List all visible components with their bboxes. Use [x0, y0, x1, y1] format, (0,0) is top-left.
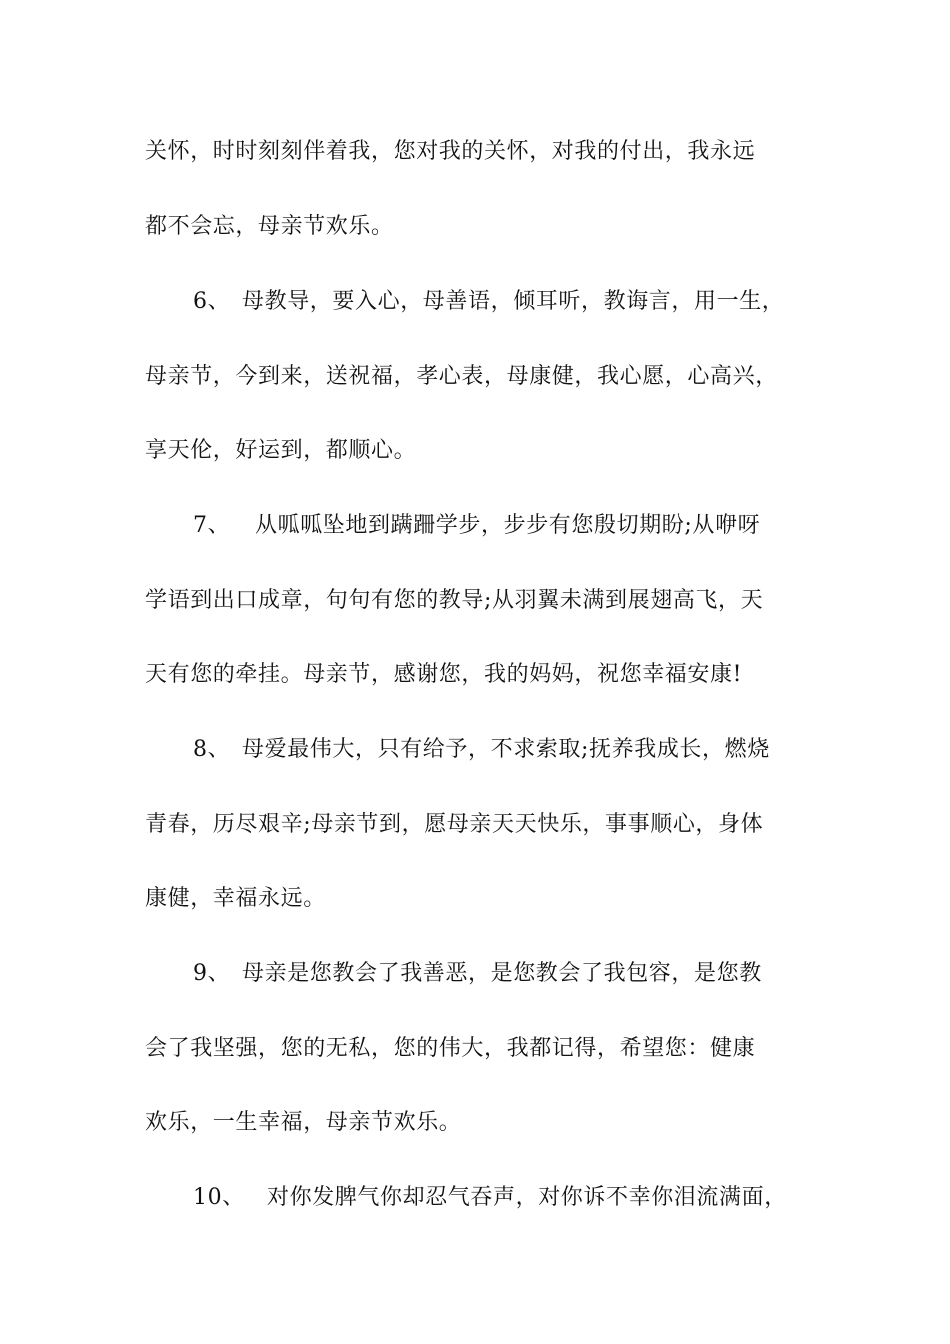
text-line: 母亲是您教会了我善恶，是您教会了我包容，是您教 — [242, 961, 762, 986]
list-number: 9、 — [193, 961, 231, 986]
text-line: 康健，幸福永远。 — [145, 886, 326, 911]
text-line: 都不会忘，母亲节欢乐。 — [145, 214, 394, 239]
text-line: 欢乐，一生幸福，母亲节欢乐。 — [145, 1110, 462, 1135]
text-line: 母亲节，今到来，送祝福，孝心表，母康健，我心愿，心高兴， — [145, 364, 778, 389]
text-line: 青春，历尽艰辛;母亲节到，愿母亲天天快乐，事事顺心，身体 — [145, 812, 764, 837]
text-line: 从呱呱坠地到蹒跚学步，步步有您殷切期盼;从咿呀 — [255, 513, 761, 538]
list-number: 6、 — [193, 289, 231, 314]
text-line: 母爱最伟大，只有给予，不求索取;抚养我成长，燃烧 — [242, 737, 770, 762]
text-line: 学语到出口成章，句句有您的教导;从羽翼未满到展翅高飞，天 — [145, 588, 764, 613]
list-number: 10、 — [193, 1185, 245, 1210]
text-line: 天有您的牵挂。母亲节，感谢您，我的妈妈，祝您幸福安康! — [145, 662, 743, 687]
text-line: 享天伦，好运到，都顺心。 — [145, 438, 417, 463]
text-line: 关怀，时时刻刻伴着我，您对我的关怀，对我的付出，我永远 — [145, 139, 756, 164]
list-number: 8、 — [193, 737, 231, 762]
text-line: 对你发脾气你却忍气吞声，对你诉不幸你泪流满面， — [267, 1185, 787, 1210]
text-line: 母教导，要入心，母善语，倾耳听，教诲言，用一生， — [242, 289, 785, 314]
text-line: 会了我坚强，您的无私，您的伟大，我都记得，希望您：健康 — [145, 1036, 756, 1061]
list-number: 7、 — [193, 513, 231, 538]
